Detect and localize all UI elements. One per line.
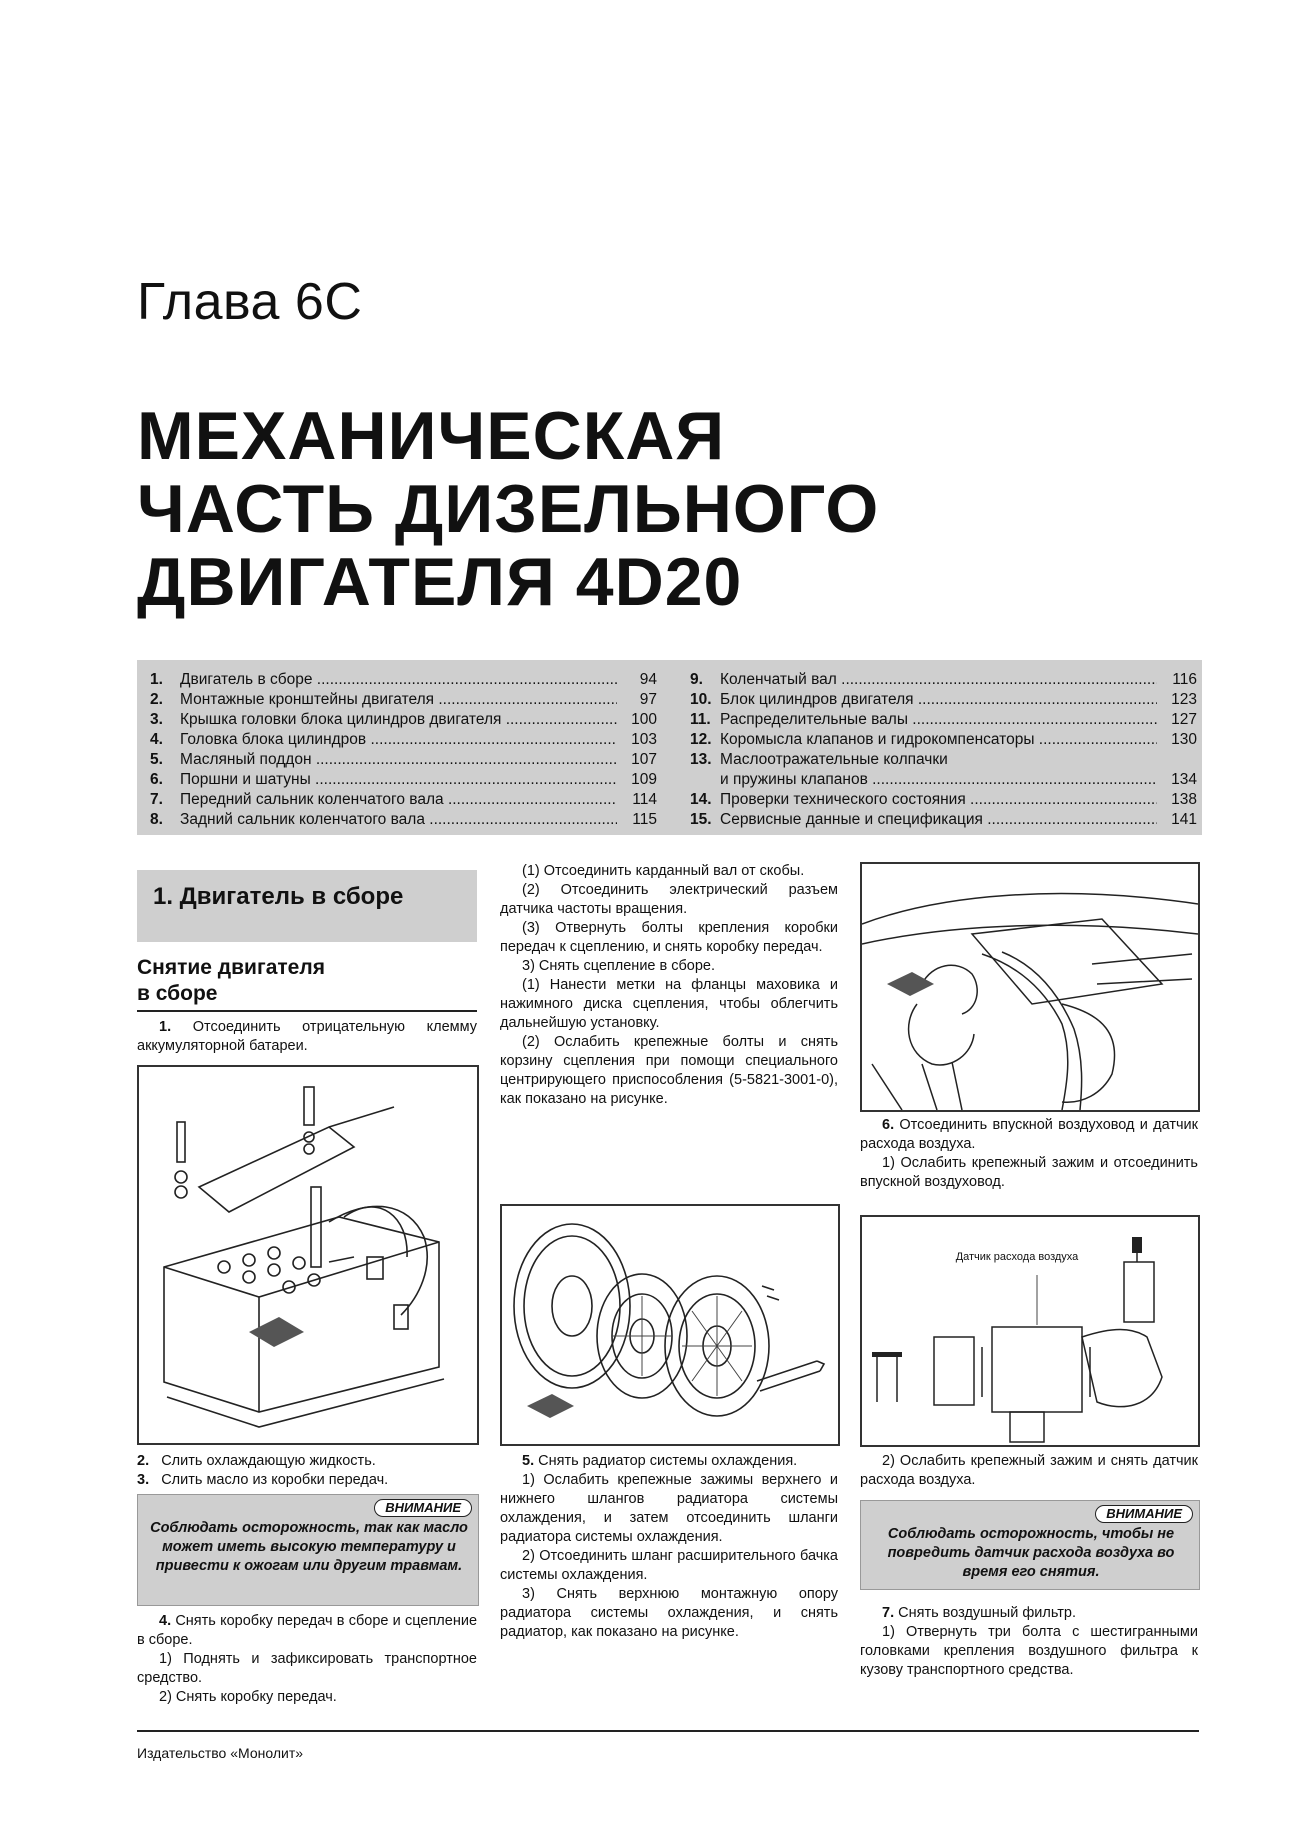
warning-badge: ВНИМАНИЕ [374,1499,472,1517]
toc-entry[interactable]: 3. Крышка головки блока цилиндров двигателя ..... 100 [137,710,657,730]
figure-battery [137,1065,479,1445]
footer-publisher: Издательство «Монолит» [137,1745,304,1761]
warning-box [137,1494,479,1606]
page-title [137,400,879,619]
warning-text: Соблюдать осторожность, чтобы не повредить датчик расхода воздуха во время его снятия. [887,1526,1175,1580]
toc-entry[interactable]: 12. Коромысла клапанов и гидрокомпенсаторы ..... 130 [677,730,1197,750]
table-of-contents [137,660,1202,835]
toc-entry[interactable]: 9. Коленчатый вал ..... 116 [677,670,1197,690]
title-line-3: ДВИГАТЕЛЯ 4D20 [137,544,743,620]
toc-entry[interactable]: 15. Сервисные данные и спецификация ..... 141 [677,810,1197,830]
toc-entry[interactable]: 8. Задний сальник коленчатого вала ..... 115 [137,810,657,830]
figure-clutch [500,1204,840,1446]
section-heading: 1. Двигатель в сборе [153,883,404,910]
divider [137,1010,477,1012]
figure-air-flow-sensor [860,1215,1200,1447]
step-6-2: 2) Ослабить крепежный зажим и снять датчик расхода воздуха. [860,1453,1198,1488]
title-line-1: МЕХАНИЧЕСКАЯ [137,398,726,474]
section-heading-box [137,870,477,942]
col2-text-top: (1) Отсоединить карданный вал от скобы. (2) Отсоединить электрический разъем датчика частоты вращения. (3) Отвернуть болты крепления коробки передач к сцеплению, и снять коробку передач. 3) Снять сцепление в сборе. (1) Нанести метки на фланцы маховика и нажимного диска сцепления, чтобы облегчить дальнейшую установку. (2) Ослабить крепежные болты и снять корзину сцепления при помощи специального центрирующего приспособления (5-5821-3001-0), как показано на рисунке. [500,863,838,1107]
toc-entry[interactable]: и пружины клапанов ..... 134 [677,770,1197,790]
step-7: 7. Снять воздушный фильтр. 1) Отвернуть три болта с шестигранными головками крепления воздушного фильтра к кузову транспортного средства. [860,1605,1198,1678]
toc-entry[interactable]: 6. Поршни и шатуны ..... 109 [137,770,657,790]
warning-text: Соблюдать осторожность, так как масло может иметь высокую температуру и привести к ожогам или другим травмам. [150,1520,468,1574]
engine-bay-illustration [862,864,1198,1110]
step-1: 1. Отсоединить отрицательную клемму аккумуляторной батареи. [137,1019,477,1054]
toc-entry[interactable]: 4. Головка блока цилиндров ..... 103 [137,730,657,750]
chapter-label: Глава 6C [137,273,363,331]
steps-2-3: 2. Слить охлаждающую жидкость. 3. Слить масло из коробки передач. [137,1453,389,1488]
footer-divider [137,1730,1199,1732]
toc-entry[interactable]: 14. Проверки технического состояния ..... 138 [677,790,1197,810]
warning-badge: ВНИМАНИЕ [1095,1505,1193,1523]
col2-text-bottom: 5. Снять радиатор системы охлаждения. 1) Ослабить крепежные зажимы верхнего и нижнего шлангов радиатора системы охлаждения, и затем отсоединить шланги радиатора системы охлаждения. 2) Отсоединить шланг расширительного бачка системы охлаждения. 3) Снять верхнюю монтажную опору радиатора системы охлаждения, и снять радиатор, как показано на рисунке. [500,1453,838,1640]
toc-entry[interactable]: 2. Монтажные кронштейны двигателя ..... 97 [137,690,657,710]
toc-entry[interactable]: 10. Блок цилиндров двигателя ..... 123 [677,690,1197,710]
step-4: 4. Снять коробку передач в сборе и сцепление в сборе. 1) Поднять и зафиксировать транспортное средство. 2) Снять коробку передач. [137,1613,478,1705]
clutch-illustration [502,1206,838,1444]
toc-left-column [137,670,657,830]
figure-label: Датчик расхода воздуха [955,1251,1079,1263]
step-6: 6. Отсоединить впускной воздуховод и датчик расхода воздуха. 1) Ослабить крепежный зажим и отсоединить впускной воздуховод. [860,1117,1198,1190]
toc-entry[interactable]: 7. Передний сальник коленчатого вала ..... 114 [137,790,657,810]
toc-entry[interactable]: 11. Распределительные валы ..... 127 [677,710,1197,730]
battery-illustration [139,1067,477,1443]
toc-entry[interactable]: 5. Масляный поддон ..... 107 [137,750,657,770]
figure-engine-bay [860,862,1200,1112]
warning-box [860,1500,1200,1590]
subsection-heading: Снятие двигателя в сборе [137,956,325,1005]
title-line-2: ЧАСТЬ ДИЗЕЛЬНОГО [137,471,880,547]
toc-entry[interactable]: 13. Маслоотражательные колпачки [690,751,948,768]
toc-right-column [677,670,1197,830]
toc-entry[interactable]: 1. Двигатель в сборе ..... 94 [137,670,657,690]
